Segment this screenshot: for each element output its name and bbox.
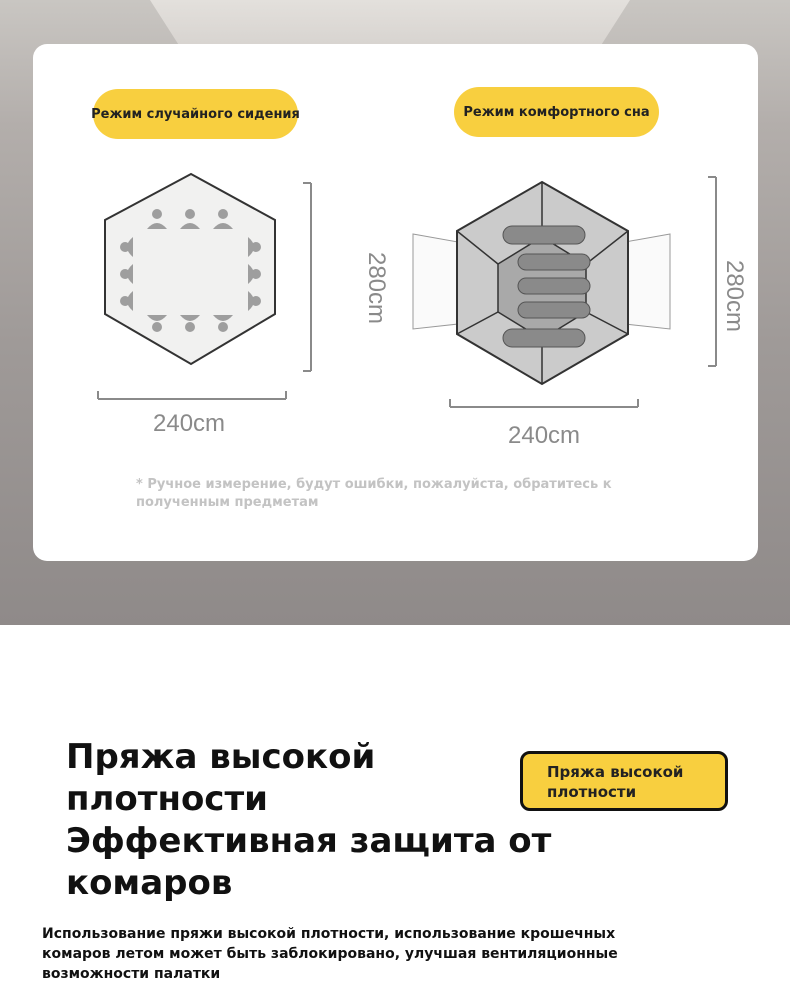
height-label-right: 280cm	[721, 259, 749, 333]
side-panel-left	[413, 234, 458, 329]
sleeping-bag-icon	[518, 254, 590, 270]
width-label-right: 240cm	[508, 422, 581, 449]
feature-title-yarn: Пряжа высокой плотности	[66, 737, 376, 819]
sleeping-bag-icon	[503, 226, 585, 244]
height-label-left: 280cm	[363, 251, 391, 325]
width-label-left: 240cm	[153, 410, 226, 437]
side-panel-right	[625, 234, 670, 329]
sleeping-bag-icon	[518, 278, 590, 294]
seating-diagram	[93, 169, 363, 409]
feature-badge: Пряжа высокой плотности	[520, 751, 728, 811]
layout-card	[33, 44, 758, 561]
mode-label-seating: Режим случайного сидения	[93, 89, 298, 139]
sleeping-bag-icon	[503, 329, 585, 347]
mode-label-sleeping: Режим комфортного сна	[454, 87, 659, 137]
sleeping-bag-icon	[518, 302, 590, 318]
feature-title-mosquito: Эффективная защита от комаров	[66, 821, 552, 903]
feature-description: Использование пряжи высокой плотности, использование крошечных комаров летом может быть заблокировано, улучшая вентиляционные возможности палатки	[42, 926, 618, 982]
measurement-note: * Ручное измерение, будут ошибки, пожалуйста, обратитесь к полученным предметам	[136, 477, 612, 510]
sleeping-diagram	[408, 174, 728, 419]
